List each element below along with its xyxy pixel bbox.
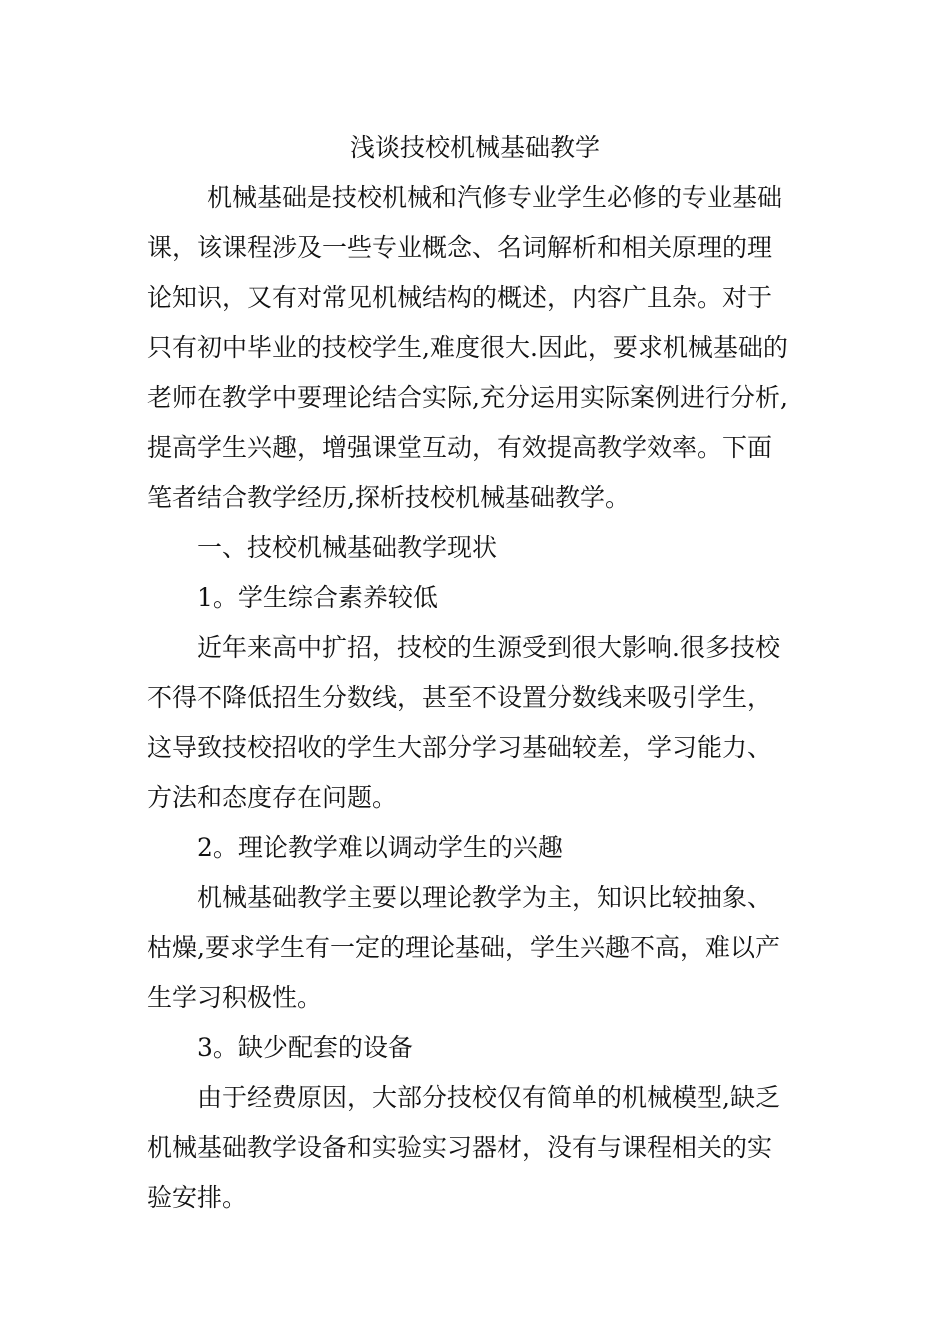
paragraph-1-line-3: 这导致技校招收的学生大部分学习基础较差，学习能力、 [147,733,773,762]
section-heading-1: 一、技校机械基础教学现状 [197,533,498,562]
paragraph-3-line-2: 机械基础教学设备和实验实习器材，没有与课程相关的实 [147,1133,773,1162]
paragraph-1-line-2: 不得不降低招生分数线，甚至不设置分数线来吸引学生， [147,683,773,712]
intro-line-7: 笔者结合教学经历,探析技校机械基础教学。 [147,483,630,512]
subheading-1: 1。学生综合素养较低 [197,583,438,612]
paragraph-3-line-3: 验安排。 [147,1183,248,1212]
paragraph-2-line-1: 机械基础教学主要以理论教学为主，知识比较抽象、 [197,883,773,912]
intro-line-4: 只有初中毕业的技校学生,难度很大.因此，要求机械基础的 [147,333,788,362]
intro-line-6: 提高学生兴趣，增强课堂互动，有效提高教学效率。下面 [147,433,773,462]
intro-line-3: 论知识，又有对常见机械结构的概述，内容广且杂。对于 [147,283,773,312]
intro-line-1: 机械基础是技校机械和汽修专业学生必修的专业基础 [207,183,783,212]
paragraph-1-line-1: 近年来高中扩招，技校的生源受到很大影响.很多技校 [197,633,780,662]
paragraph-3-line-1: 由于经费原因，大部分技校仅有简单的机械模型,缺乏 [197,1083,780,1112]
intro-line-2: 课，该课程涉及一些专业概念、名词解析和相关原理的理 [147,233,773,262]
subheading-3: 3。缺少配套的设备 [197,1033,413,1062]
paragraph-2-line-2: 枯燥,要求学生有一定的理论基础，学生兴趣不高，难以产 [147,933,780,962]
intro-line-5: 老师在教学中要理论结合实际,充分运用实际案例进行分析, [147,383,788,412]
paragraph-2-line-3: 生学习积极性。 [147,983,323,1012]
document-title: 浅谈技校机械基础教学 [349,133,600,162]
paragraph-1-line-4: 方法和态度存在问题。 [147,783,398,812]
subheading-2: 2。理论教学难以调动学生的兴趣 [197,833,563,862]
